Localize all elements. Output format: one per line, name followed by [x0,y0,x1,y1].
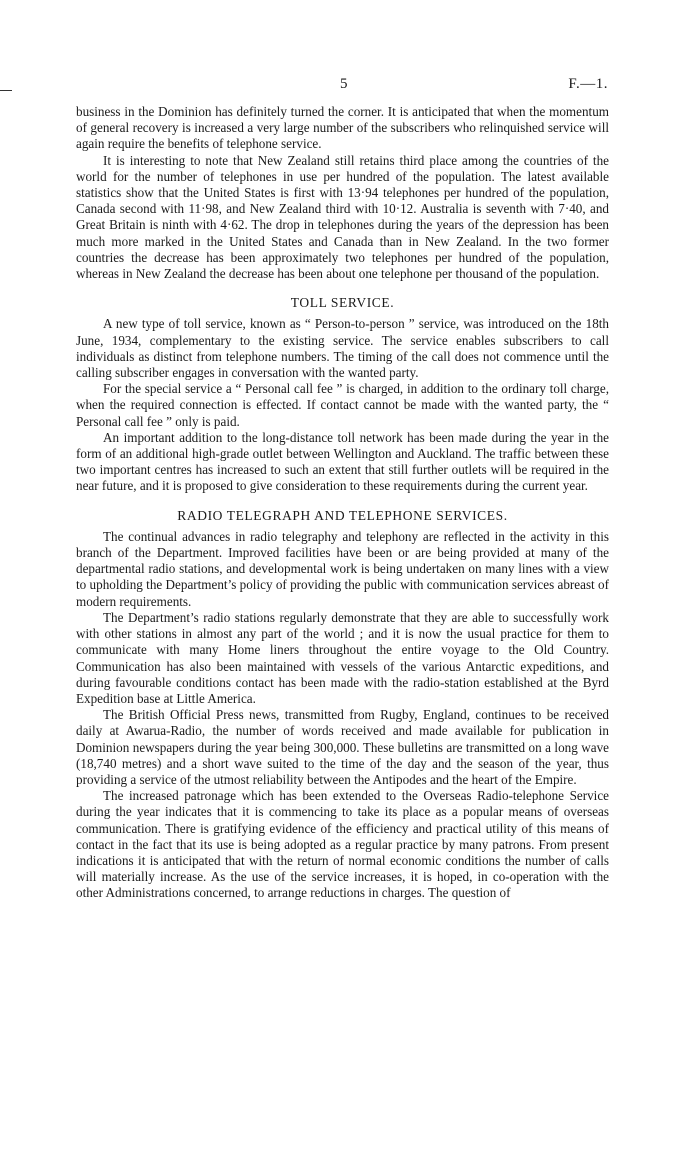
paragraph-continuation: business in the Dominion has definitely turned the corner. It is anticipated that when the momentum of general recovery is increased a very large number of the subscribers who relinquished service will again require the benefits of telephone service. [76,104,609,152]
document-reference: F.—1. [568,76,608,92]
paragraph-radio-telephone: The increased patronage which has been extended to the Overseas Radio-telephone Service during the year indicates that it is commencing to take its place as a popular means of overseas communication. There is gratifying evidence of the efficiency and practical utility of this means of contact in the fact that its use is being adopted as a regular practice by many patrons. From present indications it is anticipated that with the return of normal economic conditions the number of calls will materially increase. As the use of the service increases, it is hoped, in co-operation with the other Administrations concerned, to arrange reductions in charges. The question of [76,788,609,901]
page-number: 5 [340,76,348,92]
page-header [78,76,608,96]
paragraph-radio-stations: The Department’s radio stations regularly demonstrate that they are able to successfully work with other stations in almost any part of the world ; and it is now the usual practice for them to communicate with many Home liners throughout the entire voyage to the Old Country. Communication has also been maintained with vessels of the various Antarctic expeditions, and during favourable conditions contact has been made with the radio-station established at the Byrd Expedition base at Little America. [76,609,609,706]
heading-toll-service: TOLL SERVICE. [290,295,395,311]
document-body [76,104,609,902]
paragraph-press-news: The British Official Press news, transmitted from Rugby, England, continues to be received daily at Awarua-Radio, the number of words received and made available for publication in Dominion newspapers during the year being 300,000. These bulletins are transmitted on a long wave (18,740 metres) and a short wave suited to the time of the day and the season of the year, thus providing a service of the utmost reliability between the Antipodes and the heart of the Empire. [76,707,609,787]
heading-radio-services: RADIO TELEGRAPH AND TELEPHONE SERVICES. [177,507,508,523]
paragraph-person-to-person: A new type of toll service, known as “ Person-to-person ” service, was introduced on the 18th June, 1934, complementary to the existing service. The service enables subscribers to call individuals as distinct from telephone numbers. The timing of the call does not commence until the calling subscriber engages in conversation with the wanted party. [76,316,609,381]
paragraph-radio-advances: The continual advances in radio telegraphy and telephony are reflected in the activity in this branch of the Department. Improved facilities have been or are being provided at many of the departmental radio stations, and developmental work is being undertaken on many lines with a view to upholding the Department’s policy of providing the public with communication services abreast of modern requirements. [76,528,609,609]
paragraph-telephone-statistics: It is interesting to note that New Zealand still retains third place among the countries of the world for the number of telephones in use per hundred of the population. The latest available statistics show that the United States is first with 13·94 telephones per hundred of the population, Canada second with 11·98, and New Zealand third with 10·12. Australia is seventh with 7·40, and Great Britain is ninth with 4·62. The drop in telephones during the years of the depression has been much more marked in the United States and Canada than in New Zealand. In the two former countries the decrease has been approximately two telephones per hundred of the population, whereas in New Zealand the decrease has been about one telephone per thousand of the population. [76,152,609,282]
margin-rule [0,90,12,91]
paragraph-personal-call-fee: For the special service a “ Personal call fee ” is charged, in addition to the ordinary toll charge, when the required connection is effected. If contact cannot be made with the wanted party, the “ Personal call fee ” only is paid. [76,381,609,429]
paragraph-toll-network: An important addition to the long-distance toll network has been made during the year in the form of an additional high-grade outlet between Wellington and Auckland. The traffic between these two important centres has increased to such an extent that still further outlets will be required in the near future, and it is proposed to give consideration to these requirements during the current year. [76,429,609,494]
